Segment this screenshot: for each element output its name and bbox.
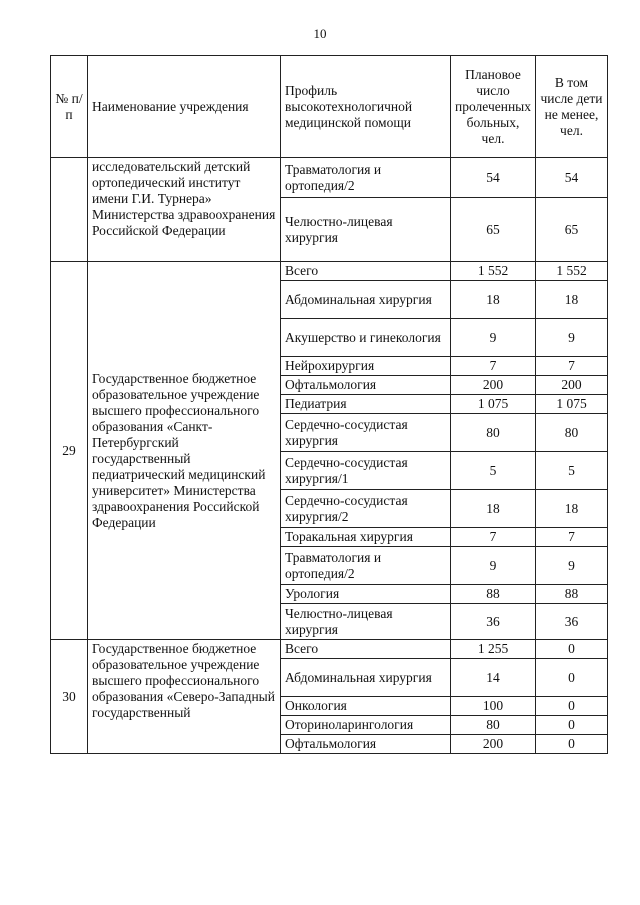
children-cell: 80 (536, 414, 608, 452)
header-children: В том числе дети не менее, чел. (536, 56, 608, 158)
children-cell: 9 (536, 319, 608, 357)
header-profile: Профиль высокотехнологичной медицинской помощи (281, 56, 451, 158)
table-row (51, 158, 608, 198)
children-cell: 0 (536, 640, 608, 659)
profile-cell: Абдоминальная хирургия (281, 281, 451, 319)
children-cell: 18 (536, 281, 608, 319)
profile-cell: Торакальная хирургия (281, 528, 451, 547)
institution-name: Государственное бюджетное образовательное учреждение высшего профессионального образования «Санкт-Петербургский государственный педиатрический медицинский университет» Министерства здравоохранения Российской Федерации (88, 262, 281, 640)
planned-cell: 14 (451, 659, 536, 697)
profile-cell: Челюстно-лицевая хирургия (281, 198, 451, 262)
planned-cell: 7 (451, 528, 536, 547)
planned-cell: 88 (451, 585, 536, 604)
profile-cell: Всего (281, 640, 451, 659)
profile-cell: Онкология (281, 697, 451, 716)
table-header-row (51, 56, 608, 158)
planned-cell: 100 (451, 697, 536, 716)
children-cell: 0 (536, 735, 608, 754)
header-num: № п/п (51, 56, 88, 158)
table-body (51, 158, 608, 754)
profile-cell: Акушерство и гинекология (281, 319, 451, 357)
planned-cell: 9 (451, 547, 536, 585)
institution-name: исследовательский детский ортопедический институт имени Г.И. Турнера» Министерства здравоохранения Российской Федерации (88, 158, 281, 262)
children-cell: 1 552 (536, 262, 608, 281)
profile-cell: Абдоминальная хирургия (281, 659, 451, 697)
profile-cell: Всего (281, 262, 451, 281)
children-cell: 65 (536, 198, 608, 262)
children-cell: 5 (536, 452, 608, 490)
page-number: 10 (313, 26, 327, 41)
profile-cell: Урология (281, 585, 451, 604)
institution-name: Государственное бюджетное образовательное учреждение высшего профессионального образования «Северо-Западный государственный (88, 640, 281, 754)
row-number: 30 (51, 640, 88, 754)
profile-cell: Травматология и ортопедия/2 (281, 158, 451, 198)
children-cell: 88 (536, 585, 608, 604)
profile-cell: Сердечно-сосудистая хирургия/1 (281, 452, 451, 490)
planned-cell: 36 (451, 604, 536, 640)
profile-cell: Офтальмология (281, 376, 451, 395)
planned-cell: 5 (451, 452, 536, 490)
planned-cell: 80 (451, 414, 536, 452)
table-row (51, 640, 608, 659)
children-cell: 1 075 (536, 395, 608, 414)
profile-cell: Педиатрия (281, 395, 451, 414)
children-cell: 0 (536, 716, 608, 735)
profile-cell: Сердечно-сосудистая хирургия (281, 414, 451, 452)
planned-cell: 18 (451, 281, 536, 319)
profile-cell: Офтальмология (281, 735, 451, 754)
profile-cell: Нейрохирургия (281, 357, 451, 376)
header-planned: Плановое число пролеченных больных, чел. (451, 56, 536, 158)
profile-cell: Челюстно-лицевая хирургия (281, 604, 451, 640)
row-number (51, 158, 88, 262)
planned-cell: 1 075 (451, 395, 536, 414)
institutions-table (50, 55, 608, 754)
planned-cell: 9 (451, 319, 536, 357)
planned-cell: 65 (451, 198, 536, 262)
children-cell: 36 (536, 604, 608, 640)
planned-cell: 200 (451, 376, 536, 395)
children-cell: 54 (536, 158, 608, 198)
planned-cell: 200 (451, 735, 536, 754)
profile-cell: Травматология и ортопедия/2 (281, 547, 451, 585)
children-cell: 0 (536, 659, 608, 697)
children-cell: 7 (536, 528, 608, 547)
planned-cell: 18 (451, 490, 536, 528)
children-cell: 0 (536, 697, 608, 716)
profile-cell: Сердечно-сосудистая хирургия/2 (281, 490, 451, 528)
header-institution: Наименование учреждения (88, 56, 281, 158)
planned-cell: 1 552 (451, 262, 536, 281)
children-cell: 200 (536, 376, 608, 395)
children-cell: 7 (536, 357, 608, 376)
table-row (51, 262, 608, 281)
planned-cell: 80 (451, 716, 536, 735)
planned-cell: 54 (451, 158, 536, 198)
planned-cell: 7 (451, 357, 536, 376)
profile-cell: Оториноларингология (281, 716, 451, 735)
children-cell: 9 (536, 547, 608, 585)
planned-cell: 1 255 (451, 640, 536, 659)
row-number: 29 (51, 262, 88, 640)
children-cell: 18 (536, 490, 608, 528)
